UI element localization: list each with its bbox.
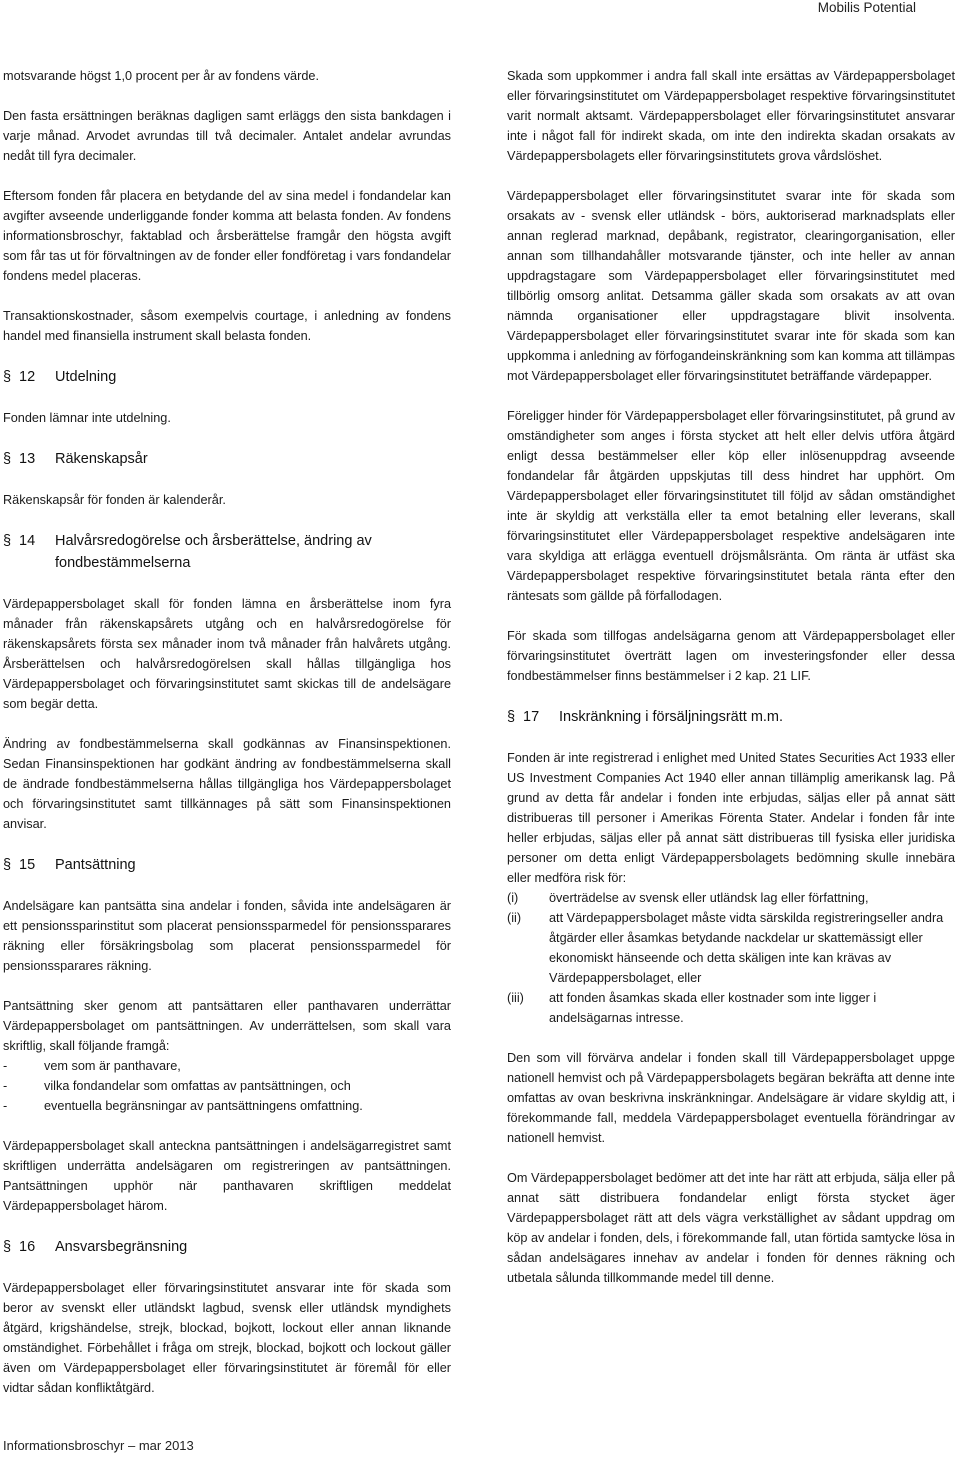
section-number: 13 xyxy=(19,451,36,467)
section-number: 14 xyxy=(19,533,36,549)
section-heading-15 xyxy=(3,854,451,876)
section-symbol: § xyxy=(3,1239,12,1255)
section-heading-12 xyxy=(3,366,451,388)
paragraph: Den fasta ersättningen beräknas dagligen samt erläggs den sista bankdagen i varje månad. Arvodet avrundas till två decimaler. Antalet andelar avrundas nedåt till fyra decimaler. xyxy=(3,109,451,163)
section-heading-17 xyxy=(507,706,955,728)
section-symbol: § xyxy=(3,533,12,549)
paragraph: Fonden är inte registrerad i enlighet med United States Securities Act 1933 eller US Investment Companies Act 1940 eller annan tillämplig amerikansk lag. På grund av detta får andelar i fonden inte erbjudas, säljas eller på annat sätt distribueras till personer i Amerikas Förenta Stater. Andelar i fonden får inte heller erbjudas, säljas eller på annat sätt distribueras till fysiska eller juridiska personer om detta enligt Värdepappersbolagets bedömning skulle innebära eller medföra risk för: xyxy=(507,751,955,885)
list-item-text: att Värdepappersbolaget måste vidta särskilda registreringseller andra åtgärder eller åsamkas betydande nackdelar ur skattemässigt eller ekonomiskt hänseende och detta skäligen inte kan krävas av Värdepappersbolaget, eller xyxy=(549,911,944,985)
section-title: Räkenskapsår xyxy=(55,451,148,467)
section-title: Halvårsredogörelse och årsberättelse, ändring av fondbestämmelserna xyxy=(55,533,372,571)
section-heading-13 xyxy=(3,448,451,470)
paragraph: Ändring av fondbestämmelserna skall godkännas av Finansinspektionen. Sedan Finansinspektionen har godkänt ändring av fondbestämmelserna skall de ändrade fondbestämmelserna hållas tillgängliga hos Värdepappersbolaget och förvaringsinstitutet samt tillkännages på sätt som Finansinspektionen anvisar. xyxy=(3,737,451,831)
brand-name: Mobilis Potential xyxy=(817,0,916,15)
list-marker: - xyxy=(3,1059,8,1073)
section-symbol: § xyxy=(3,369,12,385)
section-symbol: § xyxy=(507,709,516,725)
paragraph: Transaktionskostnader, såsom exempelvis courtage, i anledning av fondens handel med finansiella instrument skall belasta fonden. xyxy=(3,309,451,343)
section-number: 12 xyxy=(19,369,36,385)
list-marker: (ii) xyxy=(507,911,522,925)
list-marker: (i) xyxy=(507,891,519,905)
paragraph: Om Värdepappersbolaget bedömer att det inte har rätt att erbjuda, sälja eller på annat sätt distribuera fondandelar enligt första stycket äger Värdepappersbolaget rätt att dels vägra verkställighet av sådant uppdrag om köp av andelar i fonden, dels, i förekommande fall, utan förtida samtycke lösa in sådan andelsägares innehav av andelar i fonden för dennes räkning och utbetala sålunda tillkommande medel till denne. xyxy=(507,1171,955,1285)
section-number: 17 xyxy=(523,709,540,725)
paragraph: Eftersom fonden får placera en betydande del av sina medel i fondandelar kan avgifter avseende underliggande fonder komma att belasta fonden. Av fondens informationsbroschyr, faktablad och årsberättelse framgår den högsta avgift som får tas ut för förvaltningen av de fonder eller fondföretag i vars fondandelar fondens medel placeras. xyxy=(3,189,451,283)
list-item xyxy=(3,1056,451,1076)
list-item xyxy=(3,1096,451,1116)
list-item xyxy=(507,908,955,988)
section-title: Utdelning xyxy=(55,369,117,385)
paragraph: Värdepappersbolaget skall anteckna pantsättningen i andelsägarregistret samt skriftligen underrätta andelsägaren om registreringen av pantsättningen. Pantsättningen upphör när panthavaren skriftligen meddelat Värdepappersbolaget härom. xyxy=(3,1139,451,1213)
section-heading-16 xyxy=(3,1236,451,1258)
dash-list xyxy=(3,1056,451,1116)
page-footer: Informationsbroschyr – mar 2013 xyxy=(3,1438,194,1453)
list-marker: (iii) xyxy=(507,991,524,1005)
list-item-text: vilka fondandelar som omfattas av pantsättningen, och xyxy=(44,1079,351,1093)
paragraph: Skada som uppkommer i andra fall skall inte ersättas av Värdepappersbolaget eller förvaringsinstitutet om Värdepappersbolaget respektive förvaringsinstitutet varit normalt aktsamt. Värdepappersbolaget eller förvaringsinstitutet ansvarar inte i något fall för indirekt skada, om inte den indirekta skadan orsakats av Värdepappersbolagets eller förvaringsinstitutets grova vårdslöshet. xyxy=(507,69,955,163)
section-symbol: § xyxy=(3,451,12,467)
list-item-text: överträdelse av svensk eller utländsk lag eller författning, xyxy=(549,891,869,905)
paragraph: Pantsättning sker genom att pantsättaren eller panthavaren underrättar Värdepappersbolaget om pantsättningen. Av underrättelsen, som skall vara skriftlig, skall följande framgå: xyxy=(3,999,451,1053)
roman-list xyxy=(507,888,955,1028)
left-column xyxy=(3,66,451,1398)
list-item xyxy=(3,1076,451,1096)
section-heading-14 xyxy=(3,530,451,574)
paragraph: Den som vill förvärva andelar i fonden skall till Värdepappersbolaget uppge nationell hemvist och på Värdepappersbolagets begäran bekräfta att denne inte omfattas av ovan beskrivna inskränkningar. Andelsägare är vidare skyldig att, i förekommande fall, meddela Värdepappersbolaget eventuella förändringar av nationell hemvist. xyxy=(507,1051,955,1145)
list-marker: - xyxy=(3,1079,8,1093)
section-title: Ansvarsbegränsning xyxy=(55,1239,188,1255)
paragraph: För skada som tillfogas andelsägarna genom att Värdepappersbolaget eller förvaringsinstitutet överträtt lagen om investeringsfonder eller dessa fondbestämmelser finns bestämmelser i 2 kap. 21 LIF. xyxy=(507,629,955,683)
section-number: 15 xyxy=(19,857,36,873)
paragraph: Värdepappersbolaget eller förvaringsinstitutet svarar inte för skada som orsakats av - svensk eller utländsk - börs, auktoriserad marknadsplats eller annan reglerad marknad, depåbank, registrator, clearingorganisation, eller annan som tillhandahåller motsvarande tjänster, och inte heller av annan uppdragstagare som Värdepappersbolaget eller förvaringsinstitutet med tillbörlig omsorg anlitat. Detsamma gäller skada som orsakats av att ovan nämnda organisationer eller uppdragstagare blivit insolventa. Värdepappersbolaget eller förvaringsinstitutet svarar inte för skada som kan uppkomma i anledning av förfogandeinskränkning som kan komma att tillämpas mot Värdepappersbolaget eller förvaringsinstitutet beträffande värdepapper. xyxy=(507,189,955,383)
paragraph: Fonden lämnar inte utdelning. xyxy=(3,411,171,425)
list-item xyxy=(507,988,955,1028)
paragraph: Andelsägare kan pantsätta sina andelar i fonden, såvida inte andelsägaren är ett pensionssparinstitut som placerat pensionssparmedel för pensionssparares räkning eller försäkringsbolag som placerat pensionssparmedel för pensionssparares räkning. xyxy=(3,899,451,973)
list-item-text: eventuella begränsningar av pantsättningens omfattning. xyxy=(44,1099,363,1113)
paragraph: Värdepappersbolaget skall för fonden lämna en årsberättelse inom fyra månader från räkenskapsårets utgång och en halvårsredogörelse för räkenskapsårets första sex månader inom två månader från halvårets utgång. Årsberättelsen och halvårsredogörelsen skall hållas tillgängliga hos Värdepappersbolaget och förvaringsinstitutet samt skickas till de andelsägare som begär detta. xyxy=(3,597,451,711)
list-item-text: vem som är panthavare, xyxy=(44,1059,181,1073)
section-number: 16 xyxy=(19,1239,36,1255)
list-item xyxy=(507,888,955,908)
section-title: Inskränkning i försäljningsrätt m.m. xyxy=(559,709,784,725)
list-item-text: att fonden åsamkas skada eller kostnader som inte ligger i andelsägarnas intresse. xyxy=(549,991,877,1025)
section-symbol: § xyxy=(3,857,12,873)
page-header xyxy=(0,0,960,22)
paragraph: Värdepappersbolaget eller förvaringsinstitutet ansvarar inte för skada som beror av svenskt eller utländskt lagbud, svensk eller utländsk myndighets åtgärd, krigshändelse, strejk, blockad, bojkott, lockout eller annan liknande omständighet. Förbehållet i fråga om strejk, blockad, bojkott och lockout gäller även om Värdepappersbolaget eller förvaringsinstitutet är föremål för eller vidtar sådan konfliktåtgärd. xyxy=(3,1281,451,1395)
paragraph: Räkenskapsår för fonden är kalenderår. xyxy=(3,493,226,507)
paragraph: motsvarande högst 1,0 procent per år av fondens värde. xyxy=(3,69,319,83)
paragraph: Föreligger hinder för Värdepappersbolaget eller förvaringsinstitutet, på grund av omständigheter som anges i första stycket att helt eller delvis utföra åtgärd enligt dessa bestämmelser eller köp eller inlösenuppdrag avseende fondandelar får åtgärden uppskjutas till dess hindret har upphört. Om Värdepappersbolaget eller förvaringsinstitutet till följd av sådan omständighet inte är skyldig att verkställa eller ta emot betalning eller leverans, skall förvaringsinstitutet eller Värdepappersbolaget respektive andelsägaren inte vara skyldiga att erlägga eventuell dröjsmålsränta. Om ränta är utfäst ska Värdepappersbolaget respektive förvaringsinstitutet betala ränta efter den räntesats som gällde på förfallodagen. xyxy=(507,409,955,603)
list-marker: - xyxy=(3,1099,8,1113)
section-title: Pantsättning xyxy=(55,857,136,873)
right-column xyxy=(507,66,955,1288)
